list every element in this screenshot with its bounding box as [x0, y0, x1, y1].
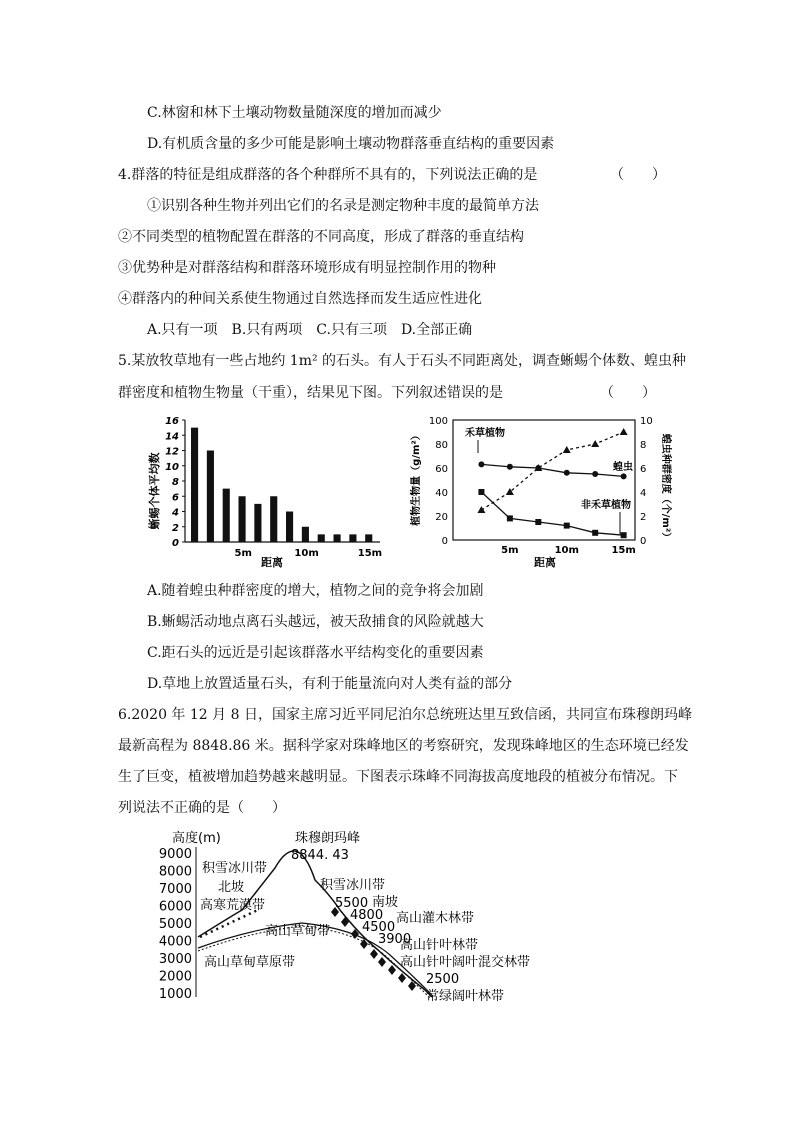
- grass-point: [478, 461, 484, 467]
- everest-y-tick-label: 5000: [158, 917, 192, 932]
- q4-answer-paren: （ ）: [610, 167, 666, 183]
- boundary-5500: 5500: [335, 896, 369, 911]
- peak-height: 8844. 43: [291, 848, 349, 863]
- lizard-bar: [349, 534, 356, 542]
- lizard-bar: [239, 496, 246, 542]
- label-north-slope: 北坡: [218, 880, 245, 895]
- q3-option-c: C.林窗和林下土壤动物数量随深度的增加而减少: [147, 105, 442, 121]
- everest-y-tick-label: 8000: [158, 864, 192, 880]
- lizard-y-tick-label: 6: [172, 492, 179, 504]
- boundary-4500: 4500: [362, 920, 396, 935]
- boundary-3900: 3900: [378, 932, 412, 947]
- everest-y-tick-label: 2000: [158, 969, 192, 985]
- biomass-y-left-tick-label: 0: [441, 536, 448, 547]
- lizard-bar: [254, 504, 261, 542]
- lizard-y-tick-label: 16: [165, 416, 179, 427]
- biomass-y-left-tick-label: 40: [435, 488, 448, 499]
- biomass-y-right-tick-label: 8: [640, 440, 647, 451]
- biomass-y-right-tick-label: 4: [640, 488, 647, 499]
- everest-vegetation-diagram: [150, 825, 570, 1015]
- everest-y-axis: [159, 847, 196, 1002]
- biomass-y-left-label: 植物生物量（g/m²）: [411, 430, 422, 526]
- locust-point: [477, 506, 485, 513]
- nongrass-point: [564, 523, 570, 529]
- q5-option-c: C.距石头的远近是引起该群落水平结构变化的重要因素: [147, 645, 484, 661]
- lizard-x-tick-label: 10m: [294, 548, 319, 559]
- lizard-y-tick-label: 12: [165, 446, 179, 458]
- q3-option-d: D.有机质含量的多少可能是影响土壤动物群落垂直结构的重要因素: [147, 136, 555, 152]
- q4-stem: 4.群落的特征是组成群落的各个种群所不具有的，下列说法正确的是: [118, 167, 538, 183]
- biomass-x-tick-label: 15m: [611, 545, 636, 556]
- lizard-bar: [302, 527, 309, 542]
- lizard-bar: [191, 428, 198, 542]
- q5-stem-line1: 5.某放牧草地有一些占地约 1m² 的石头。有人于石头不同距离处，调查蜥蜴个体数、蝗虫种: [118, 353, 687, 369]
- boundary-2500: 2500: [426, 972, 460, 987]
- nongrass-point: [535, 519, 541, 525]
- lizard-bar-chart-plot: [165, 416, 382, 559]
- biomass-y-right-label: 蝗虫种群密度（个/m²）: [660, 433, 671, 543]
- q4-statement-3: ③优势种是对群落结构和群落环境形成有明显控制作用的物种: [118, 260, 496, 276]
- lizard-bar: [286, 512, 293, 543]
- biomass-x-tick-label: 10m: [554, 545, 579, 556]
- q5-answer-paren: （ ）: [600, 385, 656, 401]
- locust-point: [563, 446, 571, 453]
- lizard-x-tick-label: 15m: [357, 548, 383, 559]
- series-label-nongrass: 非禾草植物: [581, 500, 631, 511]
- everest-y-tick-label: 9000: [158, 847, 192, 862]
- q4-statement-1: ①识别各种生物并列出它们的名录是测定物种丰度的最简单方法: [147, 198, 539, 214]
- q5-option-a: A.随着蝗虫种群密度的增大，植物之间的竞争将会加剧: [147, 583, 484, 599]
- label-steppe: 高山草甸草原带: [204, 955, 296, 970]
- lizard-bar: [318, 534, 325, 542]
- peak-name: 珠穆朗玛峰: [295, 831, 361, 846]
- q6-line3: 生了巨变，植被增加趋势越来越明显。下图表示珠峰不同海拔高度地段的植被分布情况。下: [118, 769, 678, 785]
- everest-y-title: 高度(m): [172, 831, 221, 846]
- lizard-y-tick-label: 4: [172, 507, 179, 519]
- biomass-y-right-tick-label: 6: [640, 464, 647, 475]
- q6-line4: 列说法不正确的是（ ）: [118, 800, 286, 816]
- biomass-line-chart: [405, 408, 675, 570]
- lizard-y-tick-label: 14: [165, 431, 179, 443]
- biomass-y-left-tick-label: 80: [435, 440, 448, 451]
- label-north-desert: 高寒荒漠带: [200, 898, 266, 913]
- biomass-x-label: 距离: [534, 556, 556, 569]
- q4-options: A.只有一项 B.只有两项 C.只有三项 D.全部正确: [147, 322, 473, 338]
- north-desert-dots: [200, 909, 260, 937]
- everest-y-tick-label: 6000: [158, 899, 192, 915]
- grass-point: [592, 471, 598, 477]
- everest-y-tick-label: 7000: [158, 882, 192, 897]
- q5-option-d: D.草地上放置适量石头，有利于能量流向对人类有益的部分: [147, 676, 513, 692]
- biomass-y-right-tick-label: 2: [640, 512, 647, 523]
- biomass-y-left-tick-label: 20: [435, 512, 448, 523]
- q5-stem-line2: 群密度和植物生物量（干重），结果见下图。下列叙述错误的是: [118, 385, 503, 401]
- lizard-bar: [223, 489, 230, 542]
- lizard-bar-chart: [140, 408, 390, 570]
- biomass-x-tick-label: 5m: [501, 545, 519, 556]
- biomass-y-right-tick-label: 0: [640, 536, 647, 547]
- everest-y-tick-label: 3000: [158, 952, 192, 967]
- lizard-y-tick-label: 2: [172, 522, 179, 534]
- everest-y-tick-label: 4000: [158, 934, 192, 950]
- q4-statement-2: ②不同类型的植物配置在群落的不同高度，形成了群落的垂直结构: [118, 229, 524, 245]
- label-shrub: 高山灌木林带: [396, 911, 475, 926]
- lizard-bar: [334, 534, 341, 542]
- nongrass-point: [507, 515, 513, 521]
- biomass-line-chart-plot: [429, 416, 653, 556]
- nongrass-point: [478, 489, 484, 495]
- lizard-y-tick-label: 0: [172, 538, 179, 549]
- label-conifer: 高山针叶林带: [400, 938, 479, 953]
- everest-y-tick-label: 1000: [158, 987, 192, 1002]
- biomass-y-left-tick-label: 60: [435, 464, 448, 475]
- label-south-glacier: 积雪冰川带: [320, 878, 386, 893]
- lizard-y-label: 蜥蜴个体平均数: [148, 452, 161, 530]
- label-evergreen: 常绿阔叶林带: [426, 989, 505, 1004]
- locust-point: [620, 428, 628, 435]
- lizard-x-label: 距离: [261, 556, 283, 569]
- label-meadow: 高山草甸带: [265, 924, 331, 939]
- label-mixed: 高山针叶阔叶混交林带: [400, 955, 531, 970]
- q4-statement-4: ④群落内的种间关系使生物通过自然选择而发生适应性进化: [118, 291, 482, 307]
- boundary-4800: 4800: [350, 908, 384, 923]
- grass-point: [564, 470, 570, 476]
- series-line-0: [481, 464, 623, 476]
- q5-option-b: B.蜥蜴活动地点离石头越远，被天敌捕食的风险就越大: [147, 614, 484, 630]
- series-label-grass: 禾草植物: [465, 428, 505, 439]
- grass-point: [621, 473, 627, 479]
- series-line-1: [481, 492, 623, 535]
- lizard-y-tick-label: 10: [165, 461, 179, 473]
- nongrass-point: [592, 530, 598, 536]
- lizard-bar: [270, 496, 277, 542]
- lizard-bar: [207, 451, 214, 543]
- q6-line2: 最新高程为 8848.86 米。据科学家对珠峰地区的考察研究，发现珠峰地区的生态环境已经发: [118, 738, 689, 754]
- lizard-y-tick-label: 8: [172, 477, 179, 488]
- biomass-y-left-tick-label: 100: [428, 416, 448, 427]
- biomass-y-right-tick-label: 10: [640, 416, 653, 427]
- nongrass-point: [621, 532, 627, 538]
- series-label-locust: 蝗虫: [613, 462, 633, 473]
- grass-point: [507, 464, 513, 470]
- label-north-glacier: 积雪冰川带: [202, 861, 268, 876]
- lizard-x-tick-label: 5m: [234, 548, 252, 559]
- label-south-slope: 南坡: [372, 895, 399, 910]
- q6-line1: 6.2020 年 12 月 8 日，国家主席习近平同尼泊尔总统班达里互致信函，共同宣布珠穆朗玛峰: [118, 707, 692, 723]
- lizard-bar: [365, 534, 372, 542]
- locust-point: [591, 440, 599, 447]
